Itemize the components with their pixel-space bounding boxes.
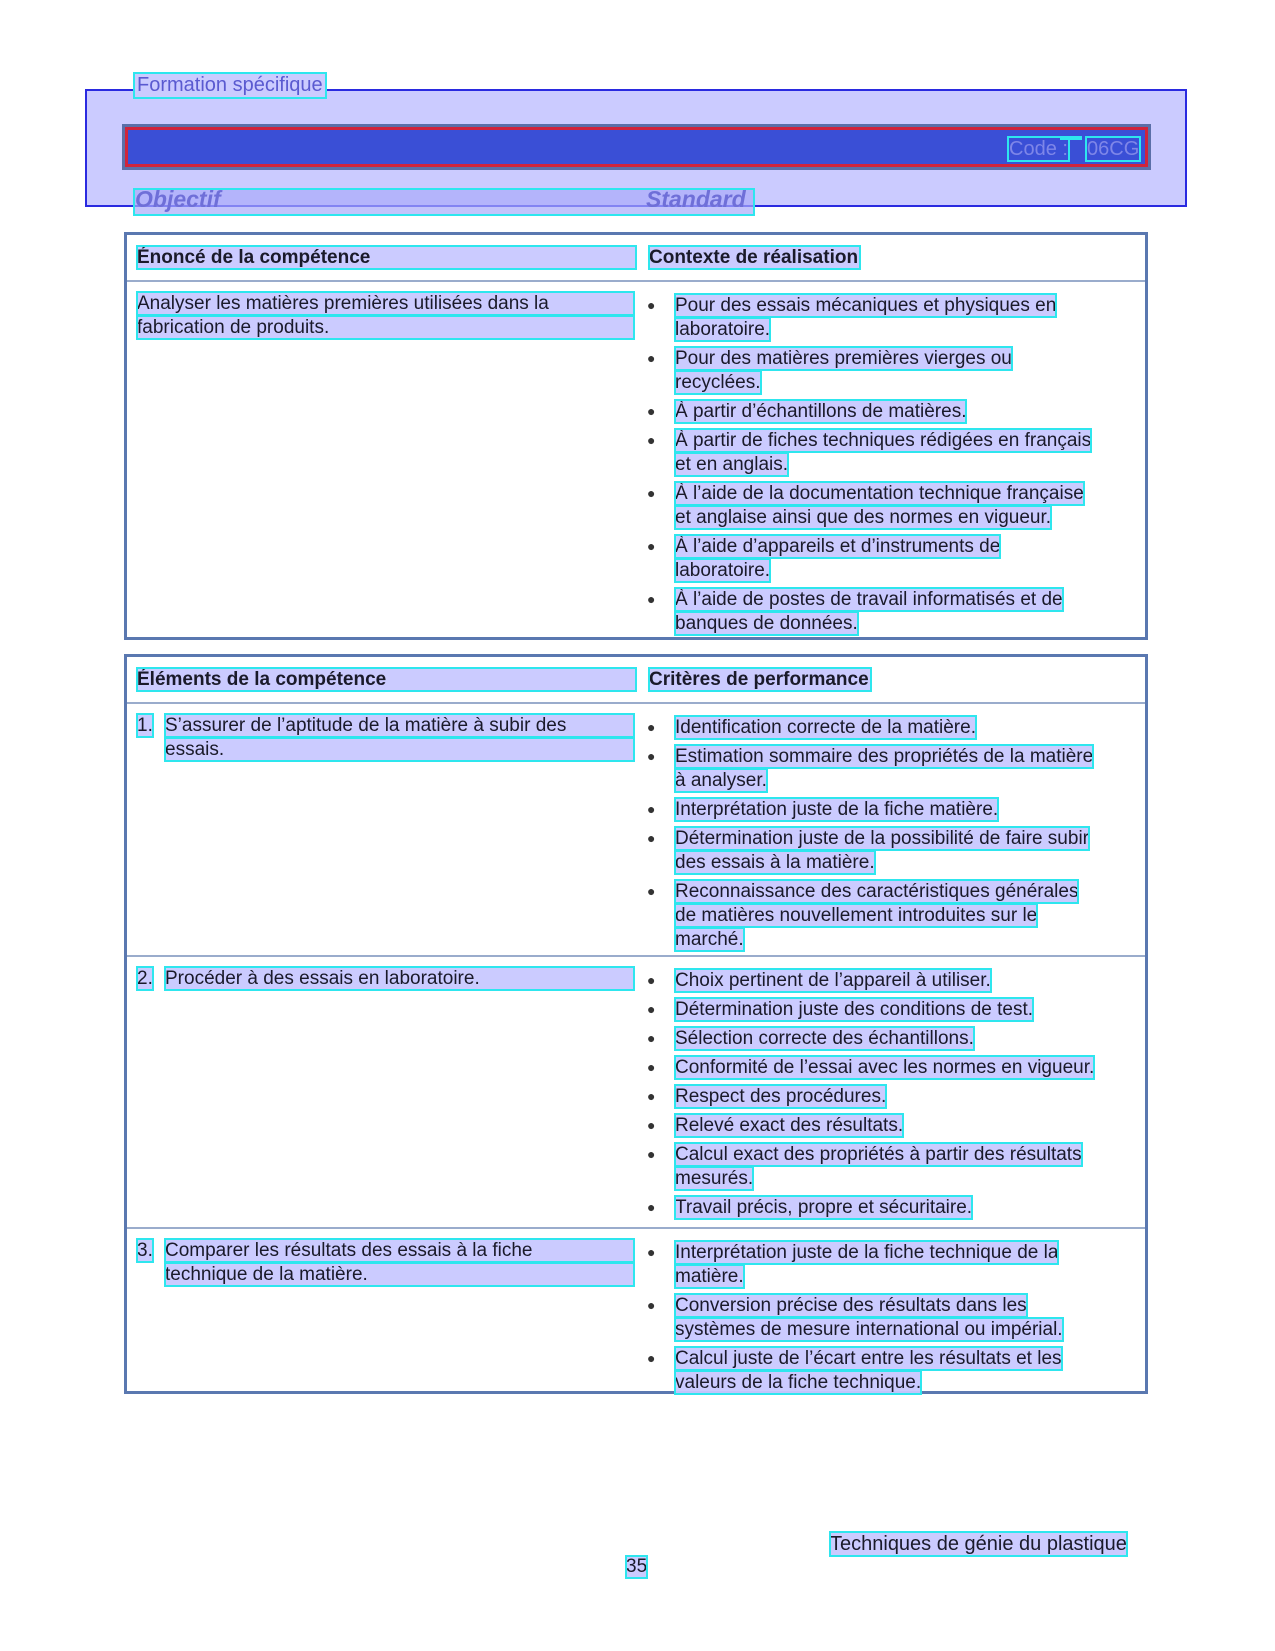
criterion-text: et anglaise ainsi que des normes en vigueur. xyxy=(675,507,1052,528)
criterion-text: Reconnaissance des caractéristiques générales xyxy=(675,881,1079,902)
criterion-text: Pour des matières premières vierges ou xyxy=(675,348,1012,369)
criterion-text: Interprétation juste de la fiche matière. xyxy=(675,799,999,820)
criterion-text: Identification correcte de la matière. xyxy=(675,717,976,738)
element-text: Comparer les résultats des essais à la fiche xyxy=(165,1239,634,1262)
objectif-heading: Objectif xyxy=(135,186,221,212)
bullet-icon: ● xyxy=(647,403,656,419)
element-number: 3. xyxy=(137,1240,153,1261)
standard-heading: Standard xyxy=(646,186,746,212)
criterion-text: Sélection correcte des échantillons. xyxy=(675,1028,974,1049)
criterion-text: de matières nouvellement introduites sur le xyxy=(675,905,1038,926)
criterion-text: laboratoire. xyxy=(675,560,771,581)
criterion-text: Respect des procédures. xyxy=(675,1086,887,1107)
criterion-text: À l’aide de la documentation technique française xyxy=(675,483,1084,504)
element-text: Procéder à des essais en laboratoire. xyxy=(165,967,634,990)
competence-statement: fabrication de produits. xyxy=(137,316,634,339)
criterion-text: À l’aide d’appareils et d’instruments de xyxy=(675,536,1001,557)
criterion-text: valeurs de la fiche technique. xyxy=(675,1372,922,1393)
criterion-text: recyclées. xyxy=(675,372,761,393)
elements-table xyxy=(124,654,1148,1394)
element-row xyxy=(127,957,1145,1229)
bullet-icon: ● xyxy=(647,1030,656,1046)
enonce-table xyxy=(124,232,1148,640)
elements-heading: Éléments de la compétence xyxy=(137,668,636,691)
bullet-icon: ● xyxy=(647,1244,656,1260)
element-row xyxy=(127,1229,1145,1392)
criterion-text: matière. xyxy=(675,1266,744,1287)
criterion-text: mesurés. xyxy=(675,1168,754,1189)
enonce-header-row xyxy=(127,235,1145,282)
bullet-icon: ● xyxy=(647,748,656,764)
bullet-icon: ● xyxy=(647,1297,656,1313)
element-text: essais. xyxy=(165,738,634,761)
criterion-text: des essais à la matière. xyxy=(675,852,875,873)
criterion-text: À partir de fiches techniques rédigées en français xyxy=(675,430,1092,451)
section-label: Formation spécifique xyxy=(137,74,323,96)
footer-program: Techniques de génie du plastique xyxy=(830,1533,1127,1555)
criterion-text: Détermination juste de la possibilité de faire subir xyxy=(675,828,1089,849)
bullet-icon: ● xyxy=(647,350,656,366)
criterion-text: À partir d’échantillons de matières. xyxy=(675,401,967,422)
element-text: technique de la matière. xyxy=(165,1263,634,1286)
bullet-icon: ● xyxy=(647,1001,656,1017)
element-number: 1. xyxy=(137,715,153,736)
criterion-text: et en anglais. xyxy=(675,454,789,475)
bullet-icon: ● xyxy=(647,1059,656,1075)
enonce-body-row xyxy=(127,282,1145,638)
criterion-text: À l’aide de postes de travail informatisés et de xyxy=(675,589,1063,610)
bullet-icon: ● xyxy=(647,432,656,448)
bullet-icon: ● xyxy=(647,1117,656,1133)
criterion-text: Travail précis, propre et sécuritaire. xyxy=(675,1197,973,1218)
code-bar xyxy=(125,127,1148,167)
contexte-heading: Contexte de réalisation xyxy=(649,247,859,268)
bullet-icon: ● xyxy=(647,883,656,899)
criterion-text: laboratoire. xyxy=(675,319,771,340)
element-text: S’assurer de l’aptitude de la matière à subir des xyxy=(165,714,634,737)
criterion-text: Choix pertinent de l’appareil à utiliser. xyxy=(675,970,991,991)
bullet-icon: ● xyxy=(647,297,656,313)
code-value: 06CG xyxy=(1087,138,1140,160)
enonce-heading: Énoncé de la compétence xyxy=(137,246,636,269)
bullet-icon: ● xyxy=(647,719,656,735)
elements-header-row xyxy=(127,657,1145,704)
page-number: 35 xyxy=(626,1556,648,1577)
criterion-text: Interprétation juste de la fiche technique de la xyxy=(675,1242,1059,1263)
bullet-icon: ● xyxy=(647,1350,656,1366)
criterion-text: banques de données. xyxy=(675,613,858,634)
bullet-icon: ● xyxy=(647,538,656,554)
element-number: 2. xyxy=(137,968,153,989)
bullet-icon: ● xyxy=(647,1199,656,1215)
criterion-text: Détermination juste des conditions de test. xyxy=(675,999,1034,1020)
bullet-icon: ● xyxy=(647,801,656,817)
criterion-text: Relevé exact des résultats. xyxy=(675,1115,904,1136)
bullet-icon: ● xyxy=(647,485,656,501)
criterion-text: marché. xyxy=(675,929,744,950)
bullet-icon: ● xyxy=(647,972,656,988)
bullet-icon: ● xyxy=(647,1088,656,1104)
criterion-text: Conformité de l’essai avec les normes en vigueur. xyxy=(675,1057,1095,1078)
criterion-text: systèmes de mesure international ou impérial. xyxy=(675,1319,1063,1340)
criterion-text: Pour des essais mécaniques et physiques en xyxy=(675,295,1057,316)
bullet-icon: ● xyxy=(647,830,656,846)
element-row xyxy=(127,704,1145,957)
criterion-text: Conversion précise des résultats dans les xyxy=(675,1295,1027,1316)
bullet-icon: ● xyxy=(647,591,656,607)
code-label: Code : xyxy=(1009,138,1068,160)
criterion-text: Estimation sommaire des propriétés de la matière xyxy=(675,746,1094,767)
bullet-icon: ● xyxy=(647,1146,656,1162)
criterion-text: à analyser. xyxy=(675,770,767,791)
criterion-text: Calcul juste de l’écart entre les résultats et les xyxy=(675,1348,1062,1369)
criterion-text: Calcul exact des propriétés à partir des résultats xyxy=(675,1144,1082,1165)
criteres-heading: Critères de performance xyxy=(649,669,869,690)
competence-statement: Analyser les matières premières utilisées dans la xyxy=(137,292,634,315)
